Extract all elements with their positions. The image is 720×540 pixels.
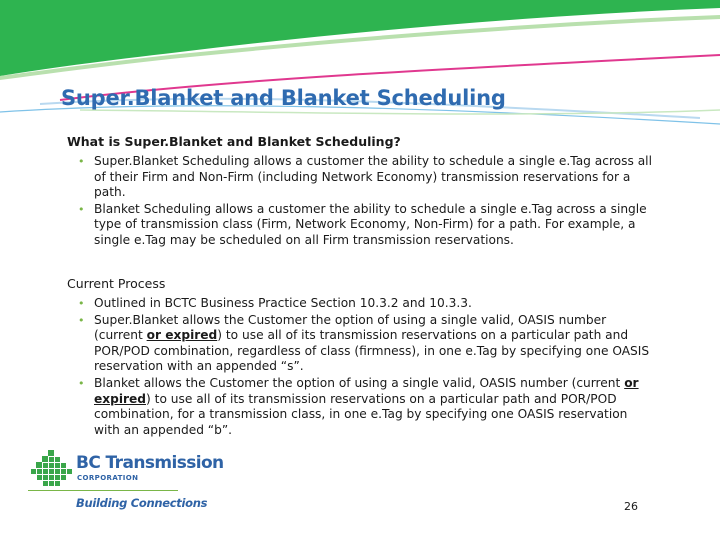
logo-company-name: BC Transmission [76,453,224,473]
bullet-text-before: Super.Blanket allows the Customer the option of using a single valid, OASIS number (current [94,312,607,343]
bullet-dot-icon: • [78,155,85,168]
bullet-dot-icon: • [78,376,85,390]
emphasis-or-expired: or expired [94,375,639,406]
logo-divider [28,490,178,491]
bctc-logo [28,448,224,518]
list-item [77,202,657,249]
logo-corporation-label: CORPORATION [77,474,139,482]
bullet-dot-icon: • [78,297,85,310]
current-process-bullet-list [77,296,657,439]
header-swoosh-graphic [0,0,720,130]
bullet-text-before: Blanket allows the Customer the option of using a single valid, OASIS number (current [94,375,625,390]
bullet-dot-icon: • [78,313,85,327]
logo-tagline: Building Connections [76,496,208,510]
slide-title: Super.Blanket and Blanket Scheduling [61,86,506,110]
list-item [77,296,657,312]
what-is-bullet-list [77,154,657,250]
bullet-dot-icon: • [78,202,85,216]
bullet-text-after: ) to use all of its transmission reservations on a particular path and POR/POD combination, for a transmission class, in one e.Tag by specifying one OASIS reservation with an appended “b”. [94,391,628,437]
emphasis-or-expired: or expired [146,328,218,343]
list-item [77,376,657,438]
bullet-text: Blanket Scheduling allows a customer the ability to schedule a single e.Tag across a single type of transmission class (Firm, Network Economy, Non-Firm) for a path. For example, a single e.Tag may be scheduled on all Firm transmission reservations. [94,201,647,247]
bullet-text: Super.Blanket Scheduling allows a customer the ability to schedule a single e.Tag across all of their Firm and Non-Firm (including Network Economy) transmission reservations for a path. [94,154,652,200]
list-item [77,313,657,375]
section-heading-current-process: Current Process [67,276,166,291]
list-item [77,154,657,201]
bullet-text: Outlined in BCTC Business Practice Section 10.3.2 and 10.3.3. [94,296,472,310]
page-number: 26 [624,500,638,513]
bullet-text-after: ) to use all of its transmission reservations on a particular path and POR/POD combination, regardless of class (firmness), in one e.Tag by specifying one OASIS reservation with an appended “s”. [94,328,650,374]
section-heading-what-is: What is Super.Blanket and Blanket Scheduling? [67,134,401,149]
logo-mark-icon [28,448,74,490]
